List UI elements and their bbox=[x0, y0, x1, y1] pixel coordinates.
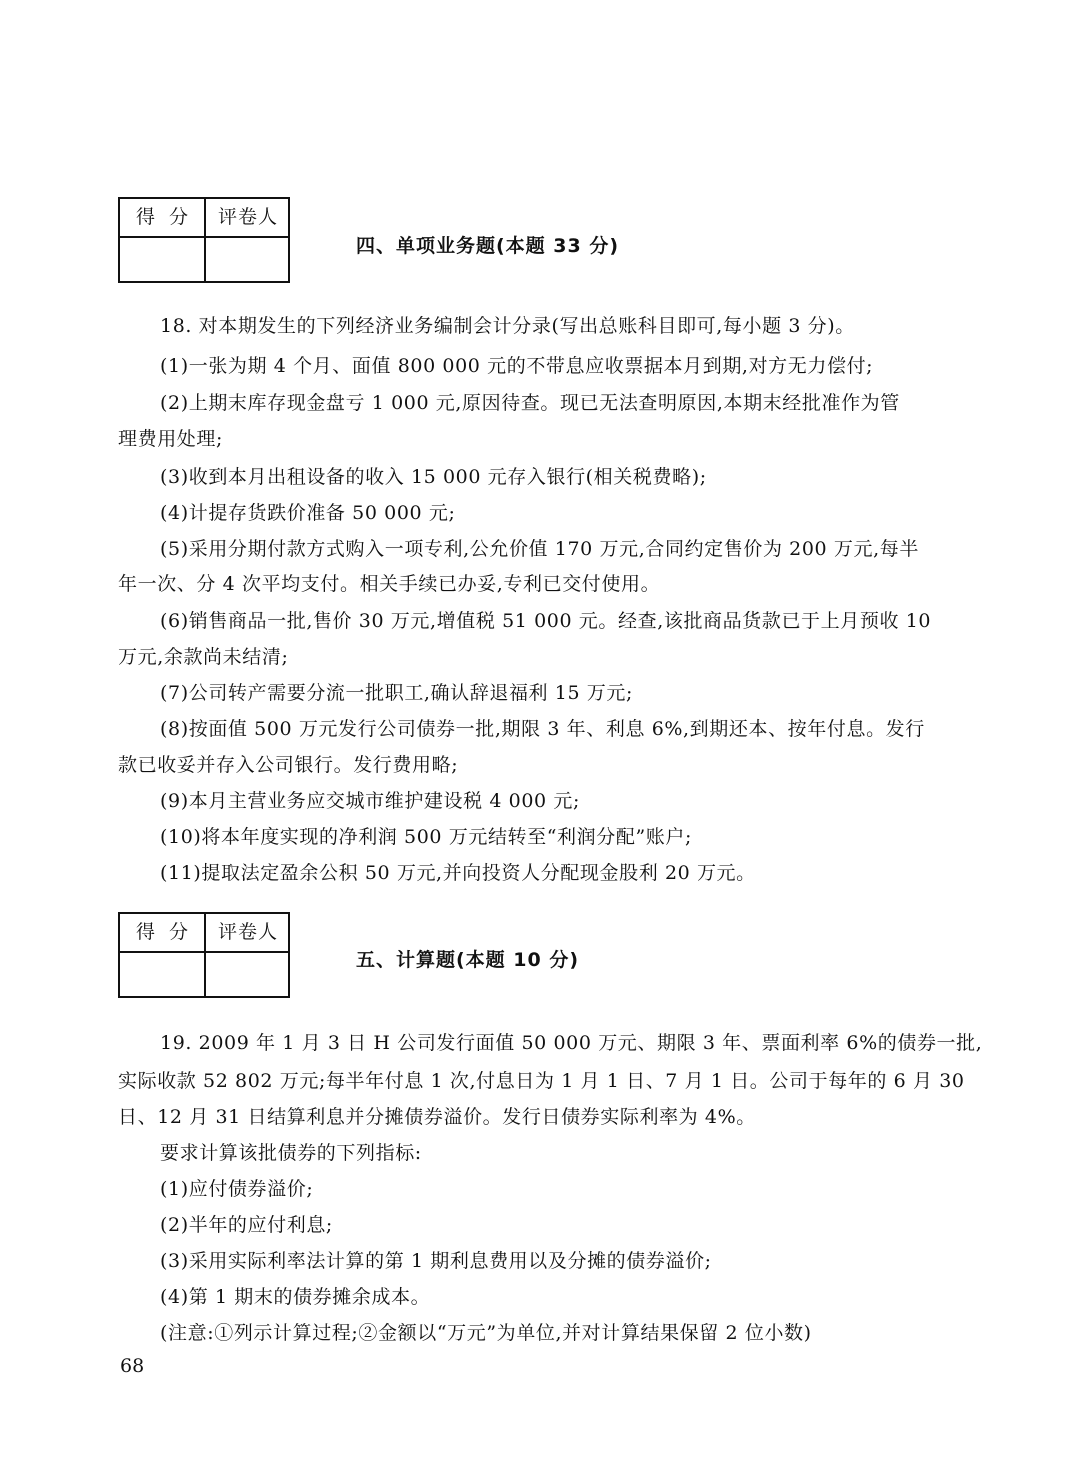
q18-line: 年一次、分 4 次平均支付。相关手续已办妥,专利已交付使用。 bbox=[118, 573, 661, 595]
q18-line: (9)本月主营业务应交城市维护建设税 4 000 元; bbox=[160, 790, 580, 812]
grader-label: 评卷人 bbox=[217, 206, 278, 228]
q19-line: (注意:①列示计算过程;②金额以“万元”为单位,并对计算结果保留 2 位小数) bbox=[160, 1322, 812, 1344]
q19-line: (3)采用实际利率法计算的第 1 期利息费用以及分摊的债券溢价; bbox=[160, 1250, 712, 1272]
q18-line: (6)销售商品一批,售价 30 万元,增值税 51 000 元。经查,该批商品货款已于上月预收 10 bbox=[160, 610, 932, 632]
q18-line: (10)将本年度实现的净利润 500 万元结转至“利润分配”账户; bbox=[160, 826, 692, 848]
q18-line: 万元,余款尚未结清; bbox=[118, 646, 289, 668]
section-5-title: 五、计算题(本题 10 分) bbox=[356, 949, 580, 971]
q18-line: (1)一张为期 4 个月、面值 800 000 元的不带息应收票据本月到期,对方无力偿付; bbox=[160, 355, 874, 377]
score-table-section5 bbox=[118, 912, 290, 998]
grader-label: 评卷人 bbox=[217, 921, 278, 943]
q19-line: (1)应付债券溢价; bbox=[160, 1178, 314, 1200]
section-4-title: 四、单项业务题(本题 33 分) bbox=[356, 235, 620, 257]
q18-line: 款已收妥并存入公司银行。发行费用略; bbox=[118, 754, 459, 776]
q19-line: (2)半年的应付利息; bbox=[160, 1214, 333, 1236]
score-label: 得分 bbox=[135, 206, 202, 228]
q18-line: 理费用处理; bbox=[118, 428, 224, 450]
q19-line: 日、12 月 31 日结算利息并分摊债券溢价。发行日债券实际利率为 4%。 bbox=[118, 1106, 756, 1128]
q18-line: (2)上期末库存现金盘亏 1 000 元,原因待查。现已无法查明原因,本期末经批准作为管 bbox=[160, 392, 900, 414]
q19-line: 19. 2009 年 1 月 3 日 H 公司发行面值 50 000 万元、期限 3 年、票面利率 6%的债券一批, bbox=[160, 1032, 983, 1054]
q19-line: 实际收款 52 802 万元;每半年付息 1 次,付息日为 1 月 1 日、7 月 1 日。公司于每年的 6 月 30 bbox=[118, 1070, 965, 1092]
q18-line: (7)公司转产需要分流一批职工,确认辞退福利 15 万元; bbox=[160, 682, 634, 704]
q18-line: (8)按面值 500 万元发行公司债券一批,期限 3 年、利息 6%,到期还本、按年付息。发行 bbox=[160, 718, 925, 740]
q18-line: (5)采用分期付款方式购入一项专利,公允价值 170 万元,合同约定售价为 200 万元,每半 bbox=[160, 538, 919, 560]
q19-line: (4)第 1 期末的债券摊余成本。 bbox=[160, 1286, 431, 1308]
score-table-section4 bbox=[118, 197, 290, 283]
score-label: 得分 bbox=[135, 921, 202, 943]
q18-line: (4)计提存货跌价准备 50 000 元; bbox=[160, 502, 456, 524]
table-divider bbox=[120, 951, 288, 953]
table-divider bbox=[120, 236, 288, 238]
q18-line: 18. 对本期发生的下列经济业务编制会计分录(写出总账科目即可,每小题 3 分)。 bbox=[160, 315, 855, 337]
page-number: 68 bbox=[120, 1355, 145, 1377]
q18-line: (3)收到本月出租设备的收入 15 000 元存入银行(相关税费略); bbox=[160, 466, 707, 488]
q19-line: 要求计算该批债券的下列指标: bbox=[160, 1142, 422, 1164]
q18-line: (11)提取法定盈余公积 50 万元,并向投资人分配现金股利 20 万元。 bbox=[160, 862, 756, 884]
